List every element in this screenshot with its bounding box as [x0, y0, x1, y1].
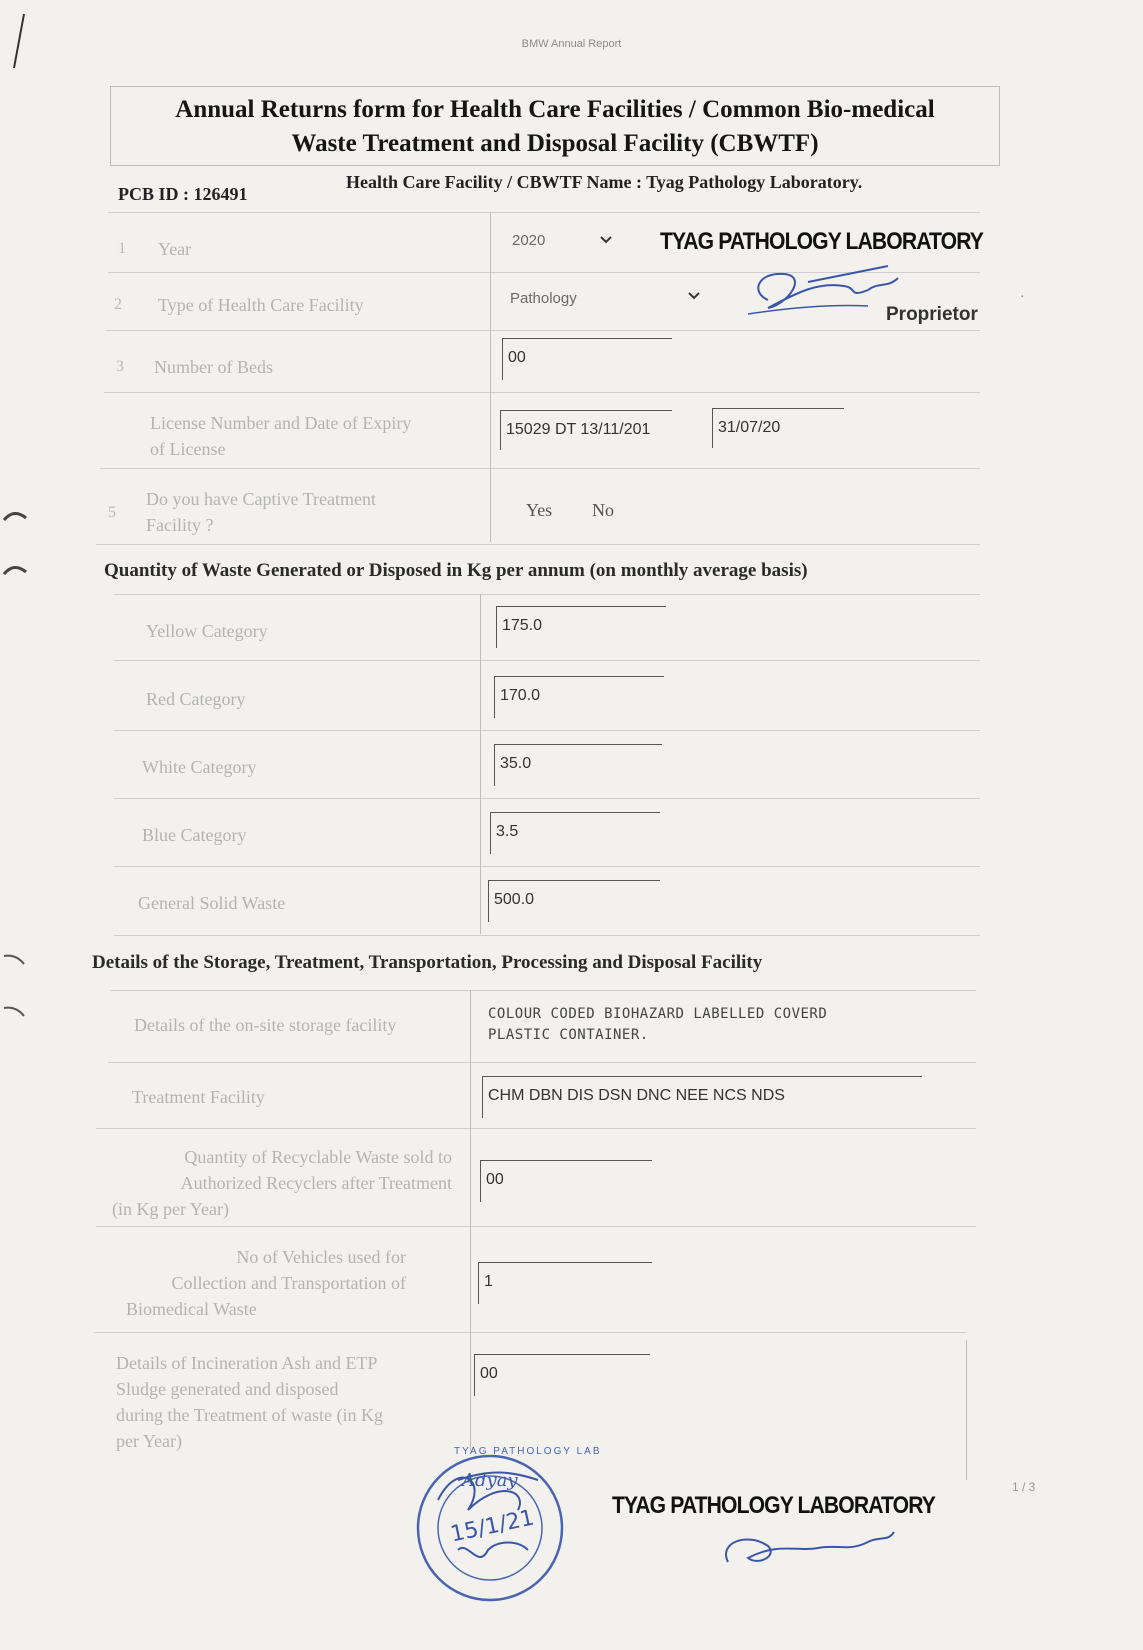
seal-initials: Adyay: [462, 1470, 518, 1491]
section1-heading: Quantity of Waste Generated or Disposed in Kg per annum (on monthly average basis): [104, 560, 808, 581]
pcb-id: PCB ID : 126491: [118, 184, 248, 204]
license-number-field[interactable]: 15029 DT 13/11/201: [500, 410, 672, 450]
captive-yes-option[interactable]: Yes: [526, 500, 553, 520]
general-solid-waste-field[interactable]: 500.0: [488, 880, 660, 922]
seal-date: 15/1/21: [448, 1505, 537, 1548]
row-number: 2: [114, 296, 122, 313]
recyclable-waste-label: [92, 1144, 452, 1222]
general-solid-waste-label: General Solid Waste: [138, 893, 286, 913]
license-label: [150, 410, 411, 462]
vehicles-label: [80, 1244, 406, 1322]
license-expiry-field[interactable]: 31/07/20: [712, 408, 844, 448]
captive-no-option[interactable]: No: [592, 500, 614, 520]
page-number: 1 / 3: [1012, 1480, 1036, 1494]
form-title: [110, 86, 1000, 166]
year-label: Year: [158, 239, 192, 259]
column-divider: [966, 1340, 967, 1480]
signature-mark: [718, 1522, 908, 1570]
license-label-line1: License Number and Date of Expiry: [150, 413, 412, 433]
facility-name: Health Care Facility / CBWTF Name : Tyag Pathology Laboratory.: [346, 172, 863, 192]
report-header-note: BMW Annual Report: [521, 38, 622, 50]
storage-facility-label: Details of the on-site storage facility: [134, 1015, 397, 1035]
storage-facility-value-line1: COLOUR CODED BIOHAZARD LABELLED COVERD: [488, 1006, 828, 1022]
beds-field[interactable]: 00: [502, 338, 672, 380]
recyclable-waste-label-line2: Authorized Recyclers after Treatment: [180, 1173, 452, 1193]
incineration-ash-label-line4: per Year): [116, 1431, 182, 1451]
captive-label-line1: Do you have Captive Treatment: [146, 489, 376, 509]
proprietor-label: Proprietor: [886, 304, 978, 325]
lab-stamp-top: [660, 222, 990, 332]
incineration-ash-label-line2: Sludge generated and disposed: [116, 1379, 339, 1399]
beds-label: Number of Beds: [154, 357, 273, 377]
captive-label-line2: Facility ?: [146, 515, 214, 535]
white-category-label: White Category: [142, 757, 257, 777]
storage-facility-value-line2: PLASTIC CONTAINER.: [488, 1027, 649, 1043]
red-category-label: Red Category: [146, 689, 246, 709]
incineration-ash-label-line1: Details of Incineration Ash and ETP: [116, 1353, 378, 1373]
license-label-line2: of License: [150, 439, 226, 459]
seal-ring-text: TYAG PATHOLOGY LAB: [454, 1446, 602, 1457]
recyclable-waste-label-line3: (in Kg per Year): [112, 1199, 229, 1219]
captive-label: [146, 486, 376, 538]
treatment-facility-label: Treatment Facility: [132, 1087, 265, 1107]
punch-hole-mark: [2, 952, 28, 966]
vehicles-label-line2: Collection and Transportation of: [171, 1273, 406, 1293]
facility-type-select[interactable]: Pathology: [510, 290, 577, 307]
incineration-ash-label-line3: during the Treatment of waste (in Kg: [116, 1405, 383, 1425]
form-title-line1: Annual Returns form for Health Care Facilities / Common Bio-medical: [175, 96, 935, 123]
vehicles-field[interactable]: 1: [478, 1262, 652, 1304]
facility-type-label: Type of Health Care Facility: [158, 295, 364, 315]
column-divider: [470, 990, 471, 1450]
red-category-field[interactable]: 170.0: [494, 676, 664, 718]
lab-name-stamp: TYAG PATHOLOGY LABORATORY: [612, 1492, 935, 1519]
punch-hole-mark: [2, 562, 28, 576]
storage-facility-value: [488, 1004, 827, 1046]
blue-category-label: Blue Category: [142, 825, 247, 845]
chevron-down-icon[interactable]: [600, 236, 612, 244]
section2-heading: Details of the Storage, Treatment, Transportation, Processing and Disposal Facility: [92, 952, 763, 973]
lab-stamp-bottom: [608, 1482, 948, 1572]
blue-category-field[interactable]: 3.5: [490, 812, 660, 854]
pen-mark: [12, 12, 26, 70]
white-category-field[interactable]: 35.0: [494, 744, 662, 786]
column-divider: [490, 212, 491, 542]
form-title-line2: Waste Treatment and Disposal Facility (CBWTF): [291, 130, 819, 157]
incineration-ash-label: [116, 1350, 383, 1454]
lab-name-stamp: TYAG PATHOLOGY LABORATORY: [660, 228, 983, 255]
year-select[interactable]: 2020: [512, 232, 546, 249]
punch-hole-mark: [2, 508, 28, 522]
recyclable-waste-label-line1: Quantity of Recyclable Waste sold to: [184, 1147, 452, 1167]
row-number: 1: [118, 240, 126, 257]
row-number: 5: [108, 504, 116, 521]
punch-hole-mark: [2, 1004, 28, 1018]
yellow-category-field[interactable]: 175.0: [496, 606, 666, 648]
incineration-ash-field[interactable]: 00: [474, 1354, 650, 1396]
recyclable-waste-field[interactable]: 00: [480, 1160, 652, 1202]
treatment-facility-field[interactable]: CHM DBN DIS DSN DNC NEE NCS NDS: [482, 1076, 922, 1118]
column-divider: [480, 594, 481, 934]
row-number: 3: [116, 358, 124, 375]
scan-speck: ·: [1020, 290, 1025, 305]
yellow-category-label: Yellow Category: [146, 621, 268, 641]
vehicles-label-line1: No of Vehicles used for: [236, 1247, 406, 1267]
vehicles-label-line3: Biomedical Waste: [126, 1299, 257, 1319]
